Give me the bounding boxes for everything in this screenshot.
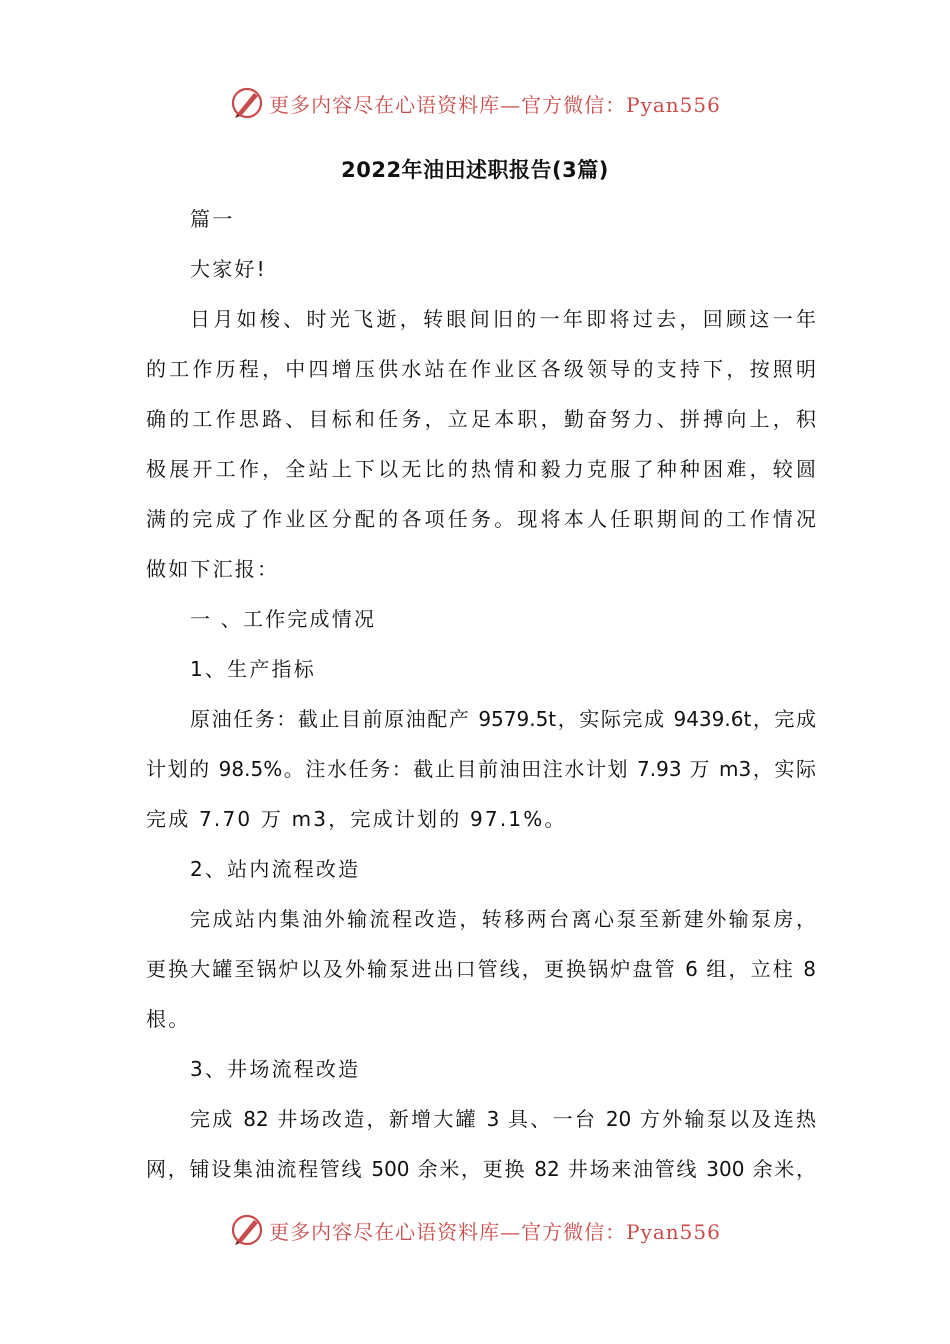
watermark-text: 更多内容尽在心语资料库—官方微信：Pyan556 (269, 92, 721, 117)
body-line: 满的完成了作业区分配的各项任务。现将本人任职期间的工作情况 (146, 507, 816, 531)
body-line: 根。 (146, 1007, 191, 1031)
section-heading: 一 、工作完成情况 (190, 607, 377, 631)
watermark-text: 更多内容尽在心语资料库—官方微信：Pyan556 (269, 1219, 721, 1244)
body-line: 原油任务：截止目前原油配产 9579.5t，实际完成 9439.6t，完成 (190, 707, 816, 731)
pen-logo-icon (229, 1212, 265, 1248)
section-heading: 篇一 (190, 207, 235, 231)
subsection-heading: 1、生产指标 (190, 657, 316, 681)
greeting: 大家好! (190, 257, 267, 281)
watermark-header (0, 83, 950, 123)
body-line: 日月如梭、时光飞逝，转眼间旧的一年即将过去，回顾这一年 (190, 307, 816, 331)
body-line: 完成站内集油外输流程改造，转移两台离心泵至新建外输泵房， (190, 907, 816, 931)
pen-logo-icon (229, 85, 265, 121)
subsection-heading: 3、井场流程改造 (190, 1057, 361, 1081)
body-line: 完成 7.70 万 m3，完成计划的 97.1%。 (146, 807, 567, 831)
body-line: 极展开工作，全站上下以无比的热情和毅力克服了种种困难，较圆 (146, 457, 816, 481)
body-line: 计划的 98.5%。注水任务：截止目前油田注水计划 7.93 万 m3，实际 (146, 757, 816, 781)
body-line: 做如下汇报： (146, 557, 280, 581)
body-line: 完成 82 井场改造，新增大罐 3 具、一台 20 方外输泵以及连热 (190, 1107, 816, 1131)
subsection-heading: 2、站内流程改造 (190, 857, 361, 881)
body-line: 的工作历程，中四增压供水站在作业区各级领导的支持下，按照明 (146, 357, 816, 381)
body-line: 确的工作思路、目标和任务，立足本职，勤奋努力、拼搏向上，积 (146, 407, 816, 431)
document-title: 2022年油田述职报告(3篇) (341, 158, 609, 182)
body-line: 更换大罐至锅炉以及外输泵进出口管线，更换锅炉盘管 6 组，立柱 8 (146, 957, 816, 981)
body-line: 网，铺设集油流程管线 500 余米，更换 82 井场来油管线 300 余米， (146, 1157, 816, 1181)
watermark-footer (0, 1210, 950, 1250)
